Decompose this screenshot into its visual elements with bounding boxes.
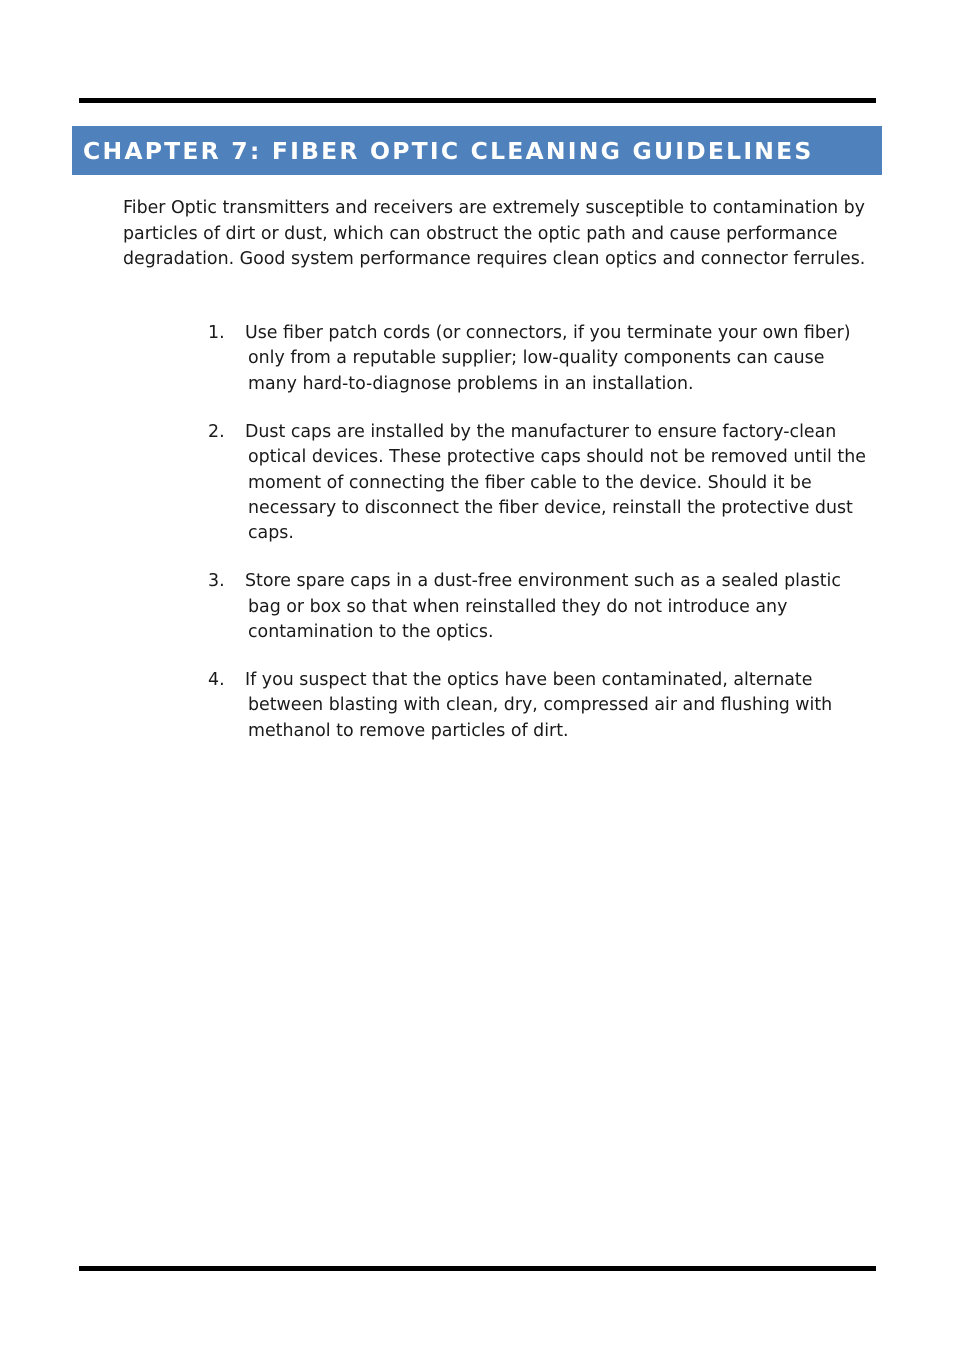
guideline-text: Dust caps are installed by the manufacturer to ensure factory-clean optical devices. These protective caps should not be removed until the moment of connecting the fiber cable to the device. Should it be necessary to disconnect the fiber device, reinstall the protective dust caps. (245, 421, 866, 544)
chapter-banner (72, 126, 882, 175)
guidelines-list (208, 321, 878, 767)
guideline-text: Store spare caps in a dust-free environment such as a sealed plastic bag or box so that when reinstalled they do not introduce any contamination to the optics. (245, 571, 841, 643)
guideline-text: Use fiber patch cords (or connectors, if you terminate your own fiber) only from a reputable supplier; low-quality components can cause many hard-to-diagnose problems in an installation. (245, 323, 851, 394)
guideline-number: 4. (208, 669, 225, 690)
intro-paragraph: Fiber Optic transmitters and receivers are extremely susceptible to contamination by particles of dirt or dust, which can obstruct the optic path and cause performance degradation. Good system performance requires clean optics and connector ferrules. (123, 198, 866, 270)
guideline-number: 2. (208, 421, 225, 442)
guideline-text: If you suspect that the optics have been contaminated, alternate between blasting with clean, dry, compressed air and flushing with methanol to remove particles of dirt. (245, 669, 833, 741)
chapter-title: CHAPTER 7: FIBER OPTIC CLEANING GUIDELINES (83, 136, 814, 165)
footer-rule (79, 1266, 876, 1271)
guideline-item-2 (208, 420, 878, 547)
guideline-item-1 (208, 321, 878, 397)
guideline-number: 1. (208, 323, 225, 343)
guideline-number: 3. (208, 571, 225, 592)
guideline-item-4 (208, 668, 878, 744)
header-rule (79, 98, 876, 103)
guideline-item-3 (208, 569, 878, 645)
